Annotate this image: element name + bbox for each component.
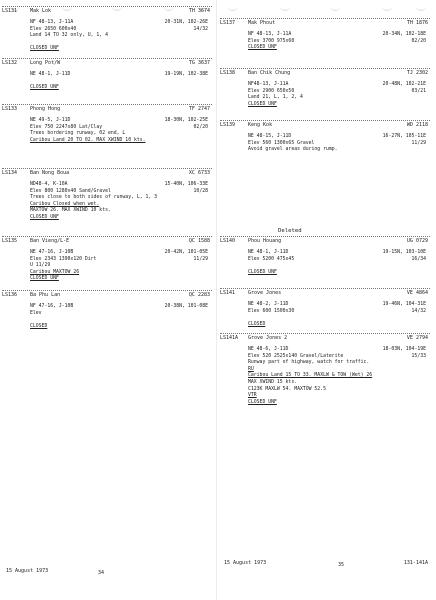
grid-reference: QC 1588 xyxy=(188,238,210,244)
entry-divider xyxy=(2,290,212,291)
page-gutter xyxy=(216,0,217,600)
detail-value: 20-42N, 101-05E xyxy=(164,250,208,255)
airfield-entry xyxy=(218,120,434,154)
right-page xyxy=(218,0,434,600)
entry-divider xyxy=(2,236,212,237)
grid-reference: VE 2794 xyxy=(406,335,428,341)
detail-text: CLOSED xyxy=(248,321,266,327)
detail-text: NE 48-1, J-11D xyxy=(30,72,71,77)
detail-text: NE 47-16, J-10B xyxy=(30,250,74,255)
detail-text: Elev 5200 475x45 xyxy=(248,256,295,262)
detail-text: Land 21, L, 1, 2, 4 xyxy=(248,95,303,101)
grid-reference: TJ 2302 xyxy=(406,70,428,76)
airfield-entry xyxy=(218,18,434,52)
detail-line xyxy=(248,360,426,367)
detail-value: 20-34N, 102-18E xyxy=(382,32,426,37)
detail-text: Elev 2343 1390x120 Dirt xyxy=(30,256,97,262)
entry-details xyxy=(30,118,208,144)
site-name: Grove Jones 2 xyxy=(248,335,288,341)
grid-reference: TH 3674 xyxy=(188,8,210,14)
detail-text: NF 48-13, J-11A xyxy=(248,32,292,37)
detail-line xyxy=(248,102,426,109)
detail-line xyxy=(30,215,208,222)
detail-text: Elev 600 1500x30 xyxy=(248,308,295,314)
site-code: LS140 xyxy=(220,238,236,244)
site-name: Keng Kok xyxy=(248,122,273,128)
page-range: 131-141A xyxy=(403,560,428,566)
detail-value: 19-15N, 103-10E xyxy=(382,250,426,255)
detail-text: Land 14 TO 32 only, U, 1, 4 xyxy=(30,33,108,39)
page-footer xyxy=(0,568,216,578)
punch-hole xyxy=(416,2,426,11)
detail-text: NF 48-13, J-11A xyxy=(30,20,74,25)
detail-text: Trees close to both sides of runway, L, 1, 3 xyxy=(30,195,158,201)
detail-line xyxy=(248,250,426,257)
detail-text: NE 48-15, J-11D xyxy=(248,134,292,139)
detail-text: Elev 800 1280x40 Sand/Gravel xyxy=(30,188,111,194)
detail-line xyxy=(30,317,208,324)
detail-text: Elev 520 2525x140 Gravel/Laterite xyxy=(248,353,344,359)
detail-value: 16/34 xyxy=(411,256,426,262)
detail-text: CLOSED UNF xyxy=(30,214,59,220)
detail-value: 15-40N, 106-33E xyxy=(164,182,208,187)
detail-value: 11/29 xyxy=(411,140,426,146)
entry-header xyxy=(0,106,216,116)
detail-text: Elev 3700 975x60 xyxy=(248,38,295,44)
entry-divider xyxy=(220,288,430,289)
site-code: LS136 xyxy=(2,292,18,298)
grid-reference: TH 1876 xyxy=(406,20,428,26)
detail-line xyxy=(248,270,426,277)
detail-text: Elev 750 2247x80 Lat/Clay xyxy=(30,124,103,130)
detail-value: 02/20 xyxy=(193,124,208,130)
detail-text: Caribou Closed when wet. xyxy=(30,201,100,207)
detail-text: Caribou Land 15 TO 33. MAXLW & TOW (Wet) 26 xyxy=(248,373,373,379)
entry-header xyxy=(218,335,434,345)
grid-reference: XC 6733 xyxy=(188,170,210,176)
airfield-entry xyxy=(0,104,216,144)
detail-value: 03/21 xyxy=(411,88,426,94)
detail-line xyxy=(30,131,208,138)
entry-header xyxy=(218,20,434,30)
site-code: LS131 xyxy=(2,8,18,14)
entry-header xyxy=(218,70,434,80)
site-code: LS139 xyxy=(220,122,236,128)
page-footer xyxy=(218,560,434,570)
detail-text: MAX XWIND 15 kts. xyxy=(248,379,298,385)
detail-text: CLOSED UNF xyxy=(248,269,277,275)
detail-value: 14/32 xyxy=(411,308,426,314)
detail-text: NE 48-6, J-11D xyxy=(248,347,289,352)
site-code: LS141 xyxy=(220,290,236,296)
detail-line xyxy=(30,304,208,311)
punch-holes xyxy=(218,2,434,12)
detail-text: Elev 560 1300x65 Gravel xyxy=(248,140,315,146)
left-page xyxy=(0,0,216,600)
detail-text: Runway part of highway, watch for traffic. xyxy=(248,360,370,366)
detail-text: NE 48-1, J-11D xyxy=(248,250,289,255)
grid-reference: TG 3637 xyxy=(188,60,210,66)
detail-line xyxy=(30,311,208,318)
site-name: Grove Jones xyxy=(248,290,282,296)
grid-reference: TF 2747 xyxy=(188,106,210,112)
detail-line xyxy=(30,257,208,264)
detail-line xyxy=(248,257,426,264)
detail-text: Caribou MAXTOW 26 xyxy=(30,269,80,275)
entry-details xyxy=(30,20,208,53)
detail-text: CLOSED xyxy=(30,323,48,329)
site-code: LS133 xyxy=(2,106,18,112)
entry-header xyxy=(0,60,216,70)
detail-text: Elev xyxy=(30,310,42,316)
detail-text: MAXTOW 26. MAX XWIND 10 kts. xyxy=(30,208,111,214)
detail-line xyxy=(30,33,208,40)
detail-text: CLOSED UNF xyxy=(248,45,277,51)
detail-line xyxy=(248,147,426,154)
entry-details xyxy=(248,82,426,108)
site-code: LS132 xyxy=(2,60,18,66)
punch-hole xyxy=(280,2,290,11)
entry-header xyxy=(0,292,216,302)
site-name: Mak Lok xyxy=(30,8,52,14)
detail-value: 16-27N, 105-11E xyxy=(382,134,426,139)
grid-reference: UG 0729 xyxy=(406,238,428,244)
detail-line xyxy=(30,250,208,257)
airfield-entry xyxy=(218,288,434,328)
detail-text: NF 47-16, J-10B xyxy=(30,304,74,309)
page-number: 35 xyxy=(338,562,345,568)
entry-header xyxy=(0,170,216,180)
site-name: Long Pot/W xyxy=(30,60,61,66)
detail-line xyxy=(248,387,426,394)
punch-hole xyxy=(382,2,392,11)
detail-line xyxy=(248,315,426,322)
site-name: Mak Phout xyxy=(248,20,276,26)
detail-value: 20-38N, 101-08E xyxy=(164,304,208,309)
detail-text: CLOSED UNF xyxy=(248,399,277,405)
detail-text: RU xyxy=(248,366,254,372)
detail-text: CLOSED UNF xyxy=(30,85,59,91)
site-code: LS135 xyxy=(2,238,18,244)
page-date: 15 August 1973 xyxy=(6,568,49,574)
detail-line xyxy=(248,82,426,89)
detail-line xyxy=(248,309,426,316)
page-date: 15 August 1973 xyxy=(224,560,267,566)
detail-line xyxy=(30,263,208,270)
detail-value: 15/33 xyxy=(411,353,426,359)
site-code: LS138 xyxy=(220,70,236,76)
entry-details xyxy=(30,304,208,330)
detail-value: 14/32 xyxy=(193,26,208,32)
detail-line xyxy=(30,195,208,202)
detail-line xyxy=(248,322,426,329)
detail-line xyxy=(248,302,426,309)
detail-value: 02/20 xyxy=(411,38,426,44)
detail-line xyxy=(30,208,208,215)
detail-line xyxy=(248,380,426,387)
detail-line xyxy=(30,182,208,189)
entry-divider xyxy=(220,18,430,19)
site-name: Phong Hong xyxy=(30,106,61,112)
detail-line xyxy=(248,373,426,380)
detail-text: CLOSED UNF xyxy=(30,46,59,52)
detail-line xyxy=(248,347,426,354)
detail-value: 20-48N, 102-21E xyxy=(382,82,426,87)
entry-divider xyxy=(220,120,430,121)
entry-divider xyxy=(220,236,430,237)
detail-line xyxy=(248,45,426,52)
site-name: Phou Houang xyxy=(248,238,282,244)
entry-header xyxy=(218,122,434,132)
detail-text: ND48-4, K-10A xyxy=(30,182,68,187)
grid-reference: QC 2283 xyxy=(188,292,210,298)
detail-line xyxy=(30,20,208,27)
entry-header xyxy=(218,238,434,248)
section-note: Deleted xyxy=(278,228,302,234)
entry-header xyxy=(0,238,216,248)
detail-text: C123K MAXLW 54. MAXTOW 52.5 xyxy=(248,386,326,392)
entry-details xyxy=(248,134,426,154)
detail-value: 20-31N, 102-26E xyxy=(164,20,208,25)
entry-details xyxy=(248,302,426,328)
detail-line xyxy=(248,95,426,102)
entry-divider xyxy=(2,58,212,59)
detail-value: 10/28 xyxy=(193,188,208,194)
entry-divider xyxy=(2,6,212,7)
detail-text: CLOSED UNF xyxy=(30,276,59,282)
entry-divider xyxy=(220,333,430,334)
detail-line xyxy=(248,32,426,39)
detail-line xyxy=(30,118,208,125)
entry-details xyxy=(30,182,208,222)
detail-line xyxy=(30,138,208,145)
detail-line xyxy=(30,72,208,79)
detail-line xyxy=(30,276,208,283)
airfield-entry xyxy=(0,6,216,53)
entry-header xyxy=(218,290,434,300)
detail-value: 19-19N, 102-38E xyxy=(164,72,208,77)
site-name: Ban Chik Chung xyxy=(248,70,291,76)
airfield-entry xyxy=(0,168,216,222)
detail-line xyxy=(30,85,208,92)
airfield-entry xyxy=(0,58,216,92)
entry-header xyxy=(0,8,216,18)
entry-details xyxy=(248,347,426,406)
entry-details xyxy=(248,250,426,276)
detail-line xyxy=(248,263,426,270)
grid-reference: WD 2118 xyxy=(406,122,428,128)
detail-text: U 11/29 xyxy=(30,263,51,269)
detail-line xyxy=(248,400,426,407)
entry-details xyxy=(30,250,208,283)
entry-details xyxy=(30,72,208,92)
detail-text: Elev 2900 650x50 xyxy=(248,88,295,94)
detail-line xyxy=(30,46,208,53)
entry-divider xyxy=(2,104,212,105)
punch-hole xyxy=(228,2,238,11)
airfield-entry xyxy=(218,333,434,406)
detail-value: 18-03N, 104-19E xyxy=(382,347,426,352)
punch-hole xyxy=(330,2,340,11)
detail-text: NF48-13, J-11A xyxy=(248,82,289,87)
site-name: Ban Nong Boua xyxy=(30,170,70,176)
detail-line xyxy=(30,324,208,331)
site-name: Ba Phu Lan xyxy=(30,292,61,298)
detail-text: Avoid gravel areas during rump. xyxy=(248,147,338,153)
detail-text: Caribou Land 20 TO 02. MAX XWIND 10 kts. xyxy=(30,137,146,143)
detail-text: NE 48-2, J-11D xyxy=(248,302,289,307)
airfield-entry xyxy=(0,290,216,330)
detail-value: 18-30N, 102-25E xyxy=(164,118,208,123)
site-code: LS141A xyxy=(220,335,239,341)
site-code: LS137 xyxy=(220,20,236,26)
detail-value: 19-46N, 104-31E xyxy=(382,302,426,307)
grid-reference: VE 4864 xyxy=(406,290,428,296)
site-code: LS134 xyxy=(2,170,18,176)
detail-line xyxy=(248,393,426,400)
detail-text: CLOSED UNF xyxy=(248,101,277,107)
page-number: 34 xyxy=(98,570,105,576)
airfield-entry xyxy=(0,236,216,283)
detail-text: Elev 2650 600x40 xyxy=(30,26,77,32)
site-name: Ban Vieng/L-E xyxy=(30,238,70,244)
airfield-entry xyxy=(218,68,434,108)
detail-text: NE 49-5, J-11D xyxy=(30,118,71,123)
entry-details xyxy=(248,32,426,52)
detail-text: Trees bordering runway, 02 end, L xyxy=(30,131,126,137)
entry-divider xyxy=(2,168,212,169)
detail-text: VTR xyxy=(248,393,257,399)
detail-value: 11/29 xyxy=(193,256,208,262)
airfield-entry xyxy=(218,236,434,276)
entry-divider xyxy=(220,68,430,69)
detail-line xyxy=(248,134,426,141)
